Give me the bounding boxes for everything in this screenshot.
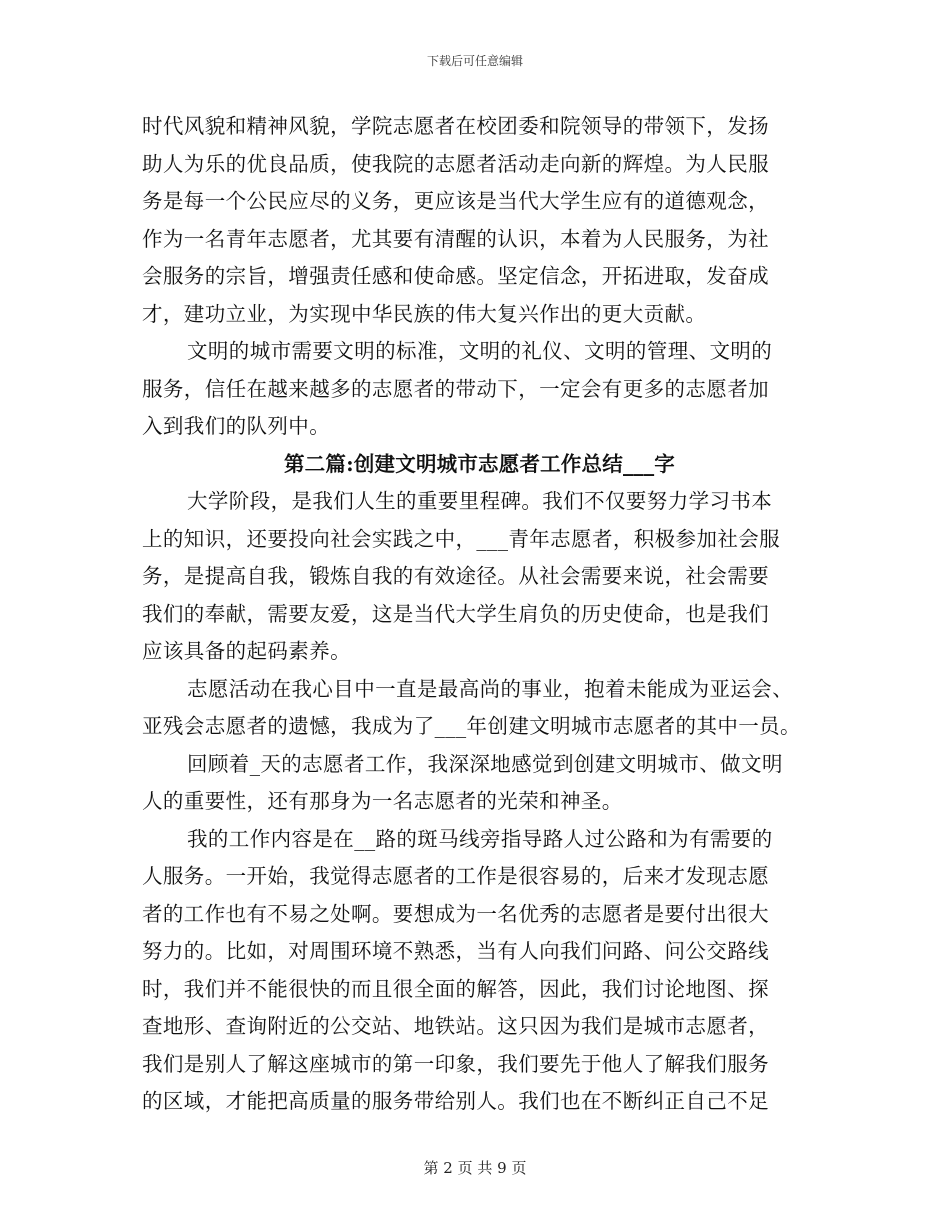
document-body: [142, 108, 802, 1121]
body-line: 亚残会志愿者的遗憾，我成为了___年创建文明城市志愿者的其中一员。: [142, 714, 801, 738]
body-line: 入到我们的队列中。: [142, 414, 331, 438]
body-line: 我们是别人了解这座城市的第一印象，我们要先于他人了解我们服务: [142, 1051, 769, 1076]
body-line: 文明的城市需要文明的标准，文明的礼仪、文明的管理、文明的: [187, 339, 773, 363]
body-line: 作为一名青年志愿者，尤其要有清醒的认识，本着为人民服务，为社: [142, 226, 769, 251]
page-header-note: 下载后可任意编辑: [426, 54, 523, 68]
body-line: 会服务的宗旨，增强责任感和使命感。坚定信念，开拓进取，发奋成: [142, 264, 769, 288]
body-line: 回顾着_天的志愿者工作，我深深地感觉到创建文明城市、做文明: [187, 751, 783, 776]
body-line: 服务，信任在越来越多的志愿者的带动下，一定会有更多的志愿者加: [142, 376, 769, 401]
body-line: 人服务。一开始，我觉得志愿者的工作是很容易的，后来才发现志愿: [142, 864, 769, 888]
body-line: 时代风貌和精神风貌，学院志愿者在校团委和院领导的带领下，发扬: [142, 114, 769, 138]
body-line: 的区域，才能把高质量的服务带给别人。我们也在不断纠正自己不足: [142, 1089, 769, 1113]
body-line: 查地形、查询附近的公交站、地铁站。这只因为我们是城市志愿者，: [142, 1014, 769, 1038]
body-line: 者的工作也有不易之处啊。要想成为一名优秀的志愿者是要付出很大: [142, 901, 769, 926]
body-line: 时，我们并不能很快的而且很全面的解答，因此，我们讨论地图、探: [142, 976, 769, 1001]
body-line: 努力的。比如，对周围环境不熟悉，当有人向我们问路、问公交路线: [142, 939, 769, 963]
body-line: 我的工作内容是在__路的斑马线旁指导路人过公路和为有需要的: [187, 826, 773, 851]
body-line: 务是每一个公民应尽的义务，更应该是当代大学生应有的道德观念，: [142, 189, 769, 213]
section-title: 第二篇:创建文明城市志愿者工作总结___字: [283, 451, 676, 476]
page-number: 第 2 页 共 9 页: [423, 1159, 527, 1177]
body-line: 志愿活动在我心目中一直是最高尚的事业，抱着未能成为亚运会、: [187, 676, 794, 701]
body-line: 大学阶段，是我们人生的重要里程碑。我们不仅要努力学习书本: [187, 489, 773, 513]
body-line: 应该具备的起码素养。: [142, 639, 351, 663]
body-line: 我们的奉献，需要友爱，这是当代大学生肩负的历史使命，也是我们: [142, 601, 769, 626]
body-line: 助人为乐的优良品质，使我院的志愿者活动走向新的辉煌。为人民服: [142, 151, 769, 176]
body-line: 务，是提高自我，锻炼自我的有效途径。从社会需要来说，社会需要: [142, 564, 769, 588]
body-line: 人的重要性，还有那身为一名志愿者的光荣和神圣。: [142, 789, 623, 813]
body-line: 上的知识，还要投向社会实践之中，___青年志愿者，积极参加社会服: [142, 526, 781, 551]
body-line: 才，建功立业，为实现中华民族的伟大复兴作出的更大贡献。: [142, 301, 707, 326]
